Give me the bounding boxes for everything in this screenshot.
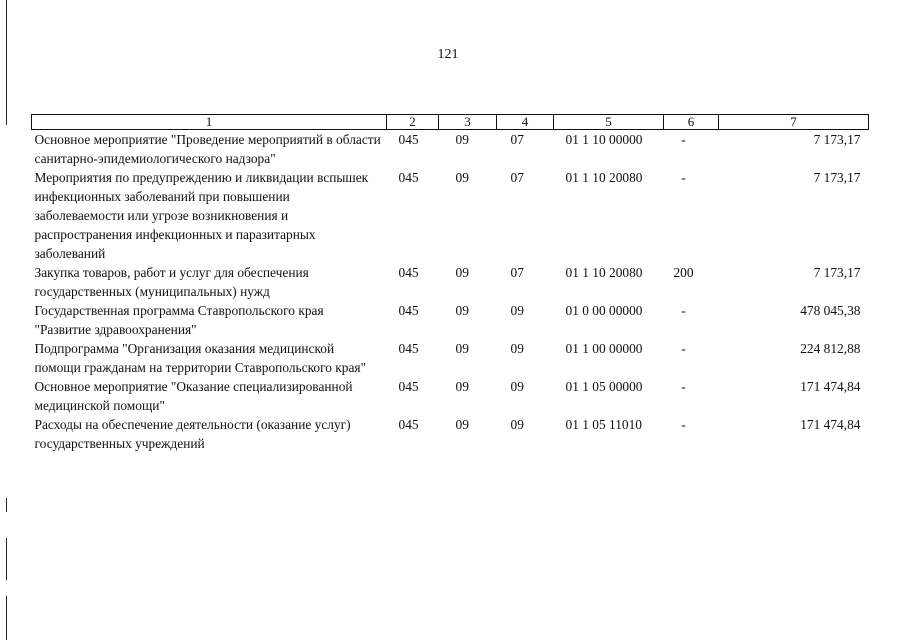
table-row <box>32 415 869 453</box>
row-section-code: 09 <box>455 379 469 394</box>
header-col-3: 3 <box>439 115 497 130</box>
header-col-5: 5 <box>554 115 664 130</box>
row-subsection-code: 09 <box>510 341 524 356</box>
row-name: Подпрограмма "Организация оказания медицинской помощи гражданам на территории Ставропольского края" <box>34 341 367 375</box>
row-expense-type: - <box>681 303 686 318</box>
row-name: Государственная программа Ставропольского края "Развитие здравоохранения" <box>34 303 324 337</box>
row-target-code: 01 1 10 20080 <box>565 265 643 280</box>
row-name: Мероприятия по предупреждению и ликвидации вспышек инфекционных заболеваний при повышении заболеваемости или угрозе возникновения и распространения инфекционных и паразитарных заболеваний <box>34 170 369 261</box>
row-amount: 224 812,88 <box>800 341 861 356</box>
row-amount: 7 173,17 <box>813 265 861 280</box>
scan-edge-line <box>6 538 7 580</box>
table-row <box>32 377 869 415</box>
row-target-code: 01 1 10 20080 <box>565 170 643 185</box>
row-expense-type: - <box>681 417 686 432</box>
scan-edge-line <box>6 498 7 512</box>
table-row <box>32 168 869 263</box>
row-expense-type: 200 <box>673 265 694 280</box>
row-admin-code: 045 <box>398 341 419 356</box>
row-target-code: 01 1 10 00000 <box>565 132 643 147</box>
row-amount: 171 474,84 <box>800 417 861 432</box>
row-expense-type: - <box>681 132 686 147</box>
row-name: Основное мероприятие "Проведение мероприятий в области санитарно-эпидемиологического надзора" <box>34 132 381 166</box>
row-section-code: 09 <box>455 341 469 356</box>
row-admin-code: 045 <box>398 132 419 147</box>
row-admin-code: 045 <box>398 303 419 318</box>
scan-edge-line <box>6 0 7 125</box>
header-col-2: 2 <box>387 115 439 130</box>
header-col-4: 4 <box>497 115 554 130</box>
row-subsection-code: 09 <box>510 303 524 318</box>
row-target-code: 01 1 00 00000 <box>565 341 643 356</box>
row-section-code: 09 <box>455 170 469 185</box>
row-subsection-code: 07 <box>510 265 524 280</box>
row-section-code: 09 <box>455 265 469 280</box>
row-amount: 171 474,84 <box>800 379 861 394</box>
row-expense-type: - <box>681 379 686 394</box>
row-subsection-code: 07 <box>510 132 524 147</box>
row-expense-type: - <box>681 170 686 185</box>
row-subsection-code: 07 <box>510 170 524 185</box>
table-row <box>32 339 869 377</box>
table-row <box>32 263 869 301</box>
row-admin-code: 045 <box>398 265 419 280</box>
row-admin-code: 045 <box>398 417 419 432</box>
row-subsection-code: 09 <box>510 417 524 432</box>
row-target-code: 01 1 05 11010 <box>565 417 642 432</box>
row-amount: 7 173,17 <box>813 132 861 147</box>
scan-edge-line <box>6 596 7 640</box>
row-target-code: 01 0 00 00000 <box>565 303 643 318</box>
header-col-6: 6 <box>664 115 719 130</box>
row-admin-code: 045 <box>398 379 419 394</box>
row-amount: 478 045,38 <box>800 303 861 318</box>
row-expense-type: - <box>681 341 686 356</box>
header-col-7: 7 <box>719 115 869 130</box>
header-row <box>32 115 869 130</box>
table-header <box>32 115 869 130</box>
row-name: Расходы на обеспечение деятельности (оказание услуг) государственных учреждений <box>34 417 351 451</box>
row-subsection-code: 09 <box>510 379 524 394</box>
header-col-1: 1 <box>32 115 387 130</box>
row-target-code: 01 1 05 00000 <box>565 379 643 394</box>
row-name: Основное мероприятие "Оказание специализированной медицинской помощи" <box>34 379 353 413</box>
page-number: 121 <box>437 47 459 62</box>
row-amount: 7 173,17 <box>813 170 861 185</box>
table-body <box>32 130 869 454</box>
row-section-code: 09 <box>455 417 469 432</box>
budget-table <box>31 114 869 453</box>
row-section-code: 09 <box>455 303 469 318</box>
row-name: Закупка товаров, работ и услуг для обеспечения государственных (муниципальных) нужд <box>34 265 309 299</box>
table-row <box>32 301 869 339</box>
row-admin-code: 045 <box>398 170 419 185</box>
table-row <box>32 130 869 169</box>
row-section-code: 09 <box>455 132 469 147</box>
